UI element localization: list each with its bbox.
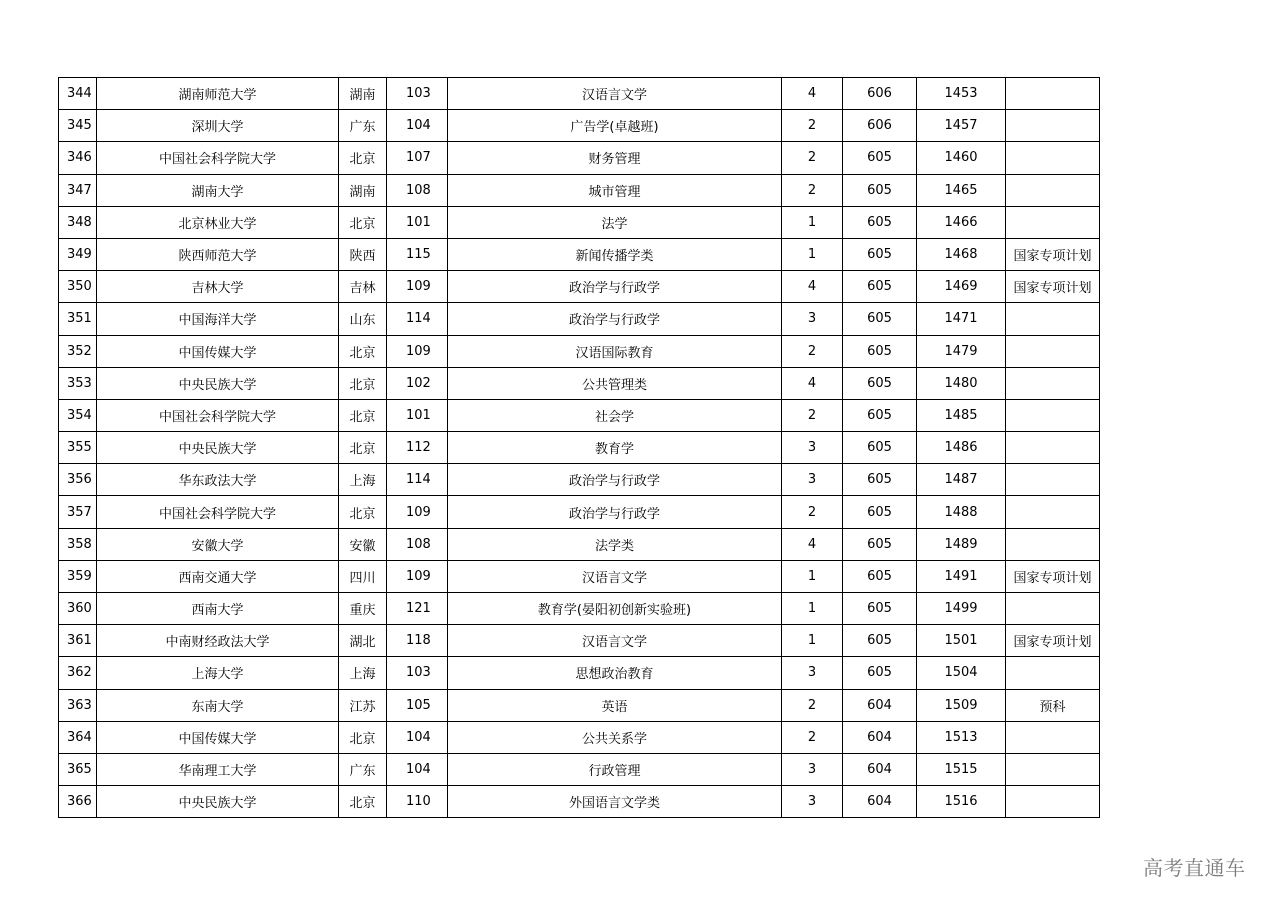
- score-cell: 604: [843, 786, 917, 818]
- score-cell: 605: [843, 271, 917, 303]
- note-cell: [1006, 335, 1100, 367]
- plan-count-cell: 2: [782, 496, 843, 528]
- province-cell: 北京: [339, 399, 387, 431]
- university-cell: 中国社会科学院大学: [97, 496, 339, 528]
- province-cell: 湖南: [339, 174, 387, 206]
- table-row: [59, 528, 1100, 560]
- seq-cell: 362: [59, 657, 97, 689]
- plan-count-cell: 2: [782, 110, 843, 142]
- plan-count-cell: 1: [782, 593, 843, 625]
- table-row: [59, 78, 1100, 110]
- university-cell: 陕西师范大学: [97, 238, 339, 270]
- university-cell: 华南理工大学: [97, 753, 339, 785]
- table-row: [59, 432, 1100, 464]
- province-cell: 江苏: [339, 689, 387, 721]
- major-cell: 汉语言文学: [448, 78, 782, 110]
- rank-cell: 1471: [917, 303, 1006, 335]
- score-cell: 605: [843, 367, 917, 399]
- note-cell: [1006, 303, 1100, 335]
- code-cell: 114: [387, 464, 448, 496]
- seq-cell: 352: [59, 335, 97, 367]
- code-cell: 104: [387, 753, 448, 785]
- seq-cell: 351: [59, 303, 97, 335]
- note-cell: [1006, 496, 1100, 528]
- code-cell: 101: [387, 206, 448, 238]
- major-cell: 政治学与行政学: [448, 496, 782, 528]
- rank-cell: 1453: [917, 78, 1006, 110]
- score-cell: 605: [843, 142, 917, 174]
- seq-cell: 366: [59, 786, 97, 818]
- code-cell: 104: [387, 721, 448, 753]
- table-row: [59, 367, 1100, 399]
- score-cell: 605: [843, 399, 917, 431]
- province-cell: 安徽: [339, 528, 387, 560]
- province-cell: 北京: [339, 206, 387, 238]
- plan-count-cell: 4: [782, 367, 843, 399]
- table-row: [59, 689, 1100, 721]
- note-cell: [1006, 78, 1100, 110]
- rank-cell: 1460: [917, 142, 1006, 174]
- table-row: [59, 399, 1100, 431]
- plan-count-cell: 3: [782, 303, 843, 335]
- note-cell: 国家专项计划: [1006, 271, 1100, 303]
- university-cell: 中国社会科学院大学: [97, 142, 339, 174]
- code-cell: 101: [387, 399, 448, 431]
- code-cell: 118: [387, 625, 448, 657]
- province-cell: 广东: [339, 753, 387, 785]
- table-row: [59, 593, 1100, 625]
- rank-cell: 1480: [917, 367, 1006, 399]
- note-cell: [1006, 528, 1100, 560]
- seq-cell: 344: [59, 78, 97, 110]
- major-cell: 英语: [448, 689, 782, 721]
- plan-count-cell: 3: [782, 657, 843, 689]
- province-cell: 山东: [339, 303, 387, 335]
- plan-count-cell: 2: [782, 174, 843, 206]
- note-cell: [1006, 657, 1100, 689]
- plan-count-cell: 3: [782, 753, 843, 785]
- seq-cell: 359: [59, 560, 97, 592]
- score-cell: 605: [843, 174, 917, 206]
- major-cell: 外国语言文学类: [448, 786, 782, 818]
- major-cell: 政治学与行政学: [448, 464, 782, 496]
- province-cell: 北京: [339, 786, 387, 818]
- rank-cell: 1457: [917, 110, 1006, 142]
- plan-count-cell: 4: [782, 78, 843, 110]
- seq-cell: 356: [59, 464, 97, 496]
- province-cell: 北京: [339, 432, 387, 464]
- note-cell: 国家专项计划: [1006, 238, 1100, 270]
- university-cell: 华东政法大学: [97, 464, 339, 496]
- score-cell: 605: [843, 432, 917, 464]
- admission-table: [58, 77, 1100, 818]
- rank-cell: 1489: [917, 528, 1006, 560]
- major-cell: 思想政治教育: [448, 657, 782, 689]
- rank-cell: 1486: [917, 432, 1006, 464]
- code-cell: 121: [387, 593, 448, 625]
- code-cell: 102: [387, 367, 448, 399]
- major-cell: 城市管理: [448, 174, 782, 206]
- code-cell: 115: [387, 238, 448, 270]
- university-cell: 东南大学: [97, 689, 339, 721]
- plan-count-cell: 1: [782, 625, 843, 657]
- code-cell: 112: [387, 432, 448, 464]
- table-row: [59, 142, 1100, 174]
- code-cell: 114: [387, 303, 448, 335]
- score-cell: 605: [843, 303, 917, 335]
- note-cell: [1006, 464, 1100, 496]
- province-cell: 上海: [339, 464, 387, 496]
- university-cell: 中央民族大学: [97, 432, 339, 464]
- rank-cell: 1501: [917, 625, 1006, 657]
- major-cell: 社会学: [448, 399, 782, 431]
- rank-cell: 1469: [917, 271, 1006, 303]
- province-cell: 上海: [339, 657, 387, 689]
- major-cell: 汉语言文学: [448, 560, 782, 592]
- seq-cell: 358: [59, 528, 97, 560]
- note-cell: [1006, 753, 1100, 785]
- rank-cell: 1487: [917, 464, 1006, 496]
- table-row: [59, 174, 1100, 206]
- table-row: [59, 238, 1100, 270]
- code-cell: 105: [387, 689, 448, 721]
- major-cell: 公共关系学: [448, 721, 782, 753]
- code-cell: 104: [387, 110, 448, 142]
- university-cell: 安徽大学: [97, 528, 339, 560]
- major-cell: 政治学与行政学: [448, 271, 782, 303]
- plan-count-cell: 2: [782, 721, 843, 753]
- seq-cell: 361: [59, 625, 97, 657]
- plan-count-cell: 3: [782, 786, 843, 818]
- score-cell: 605: [843, 593, 917, 625]
- seq-cell: 357: [59, 496, 97, 528]
- seq-cell: 364: [59, 721, 97, 753]
- table-row: [59, 721, 1100, 753]
- rank-cell: 1468: [917, 238, 1006, 270]
- university-cell: 中国传媒大学: [97, 335, 339, 367]
- seq-cell: 353: [59, 367, 97, 399]
- seq-cell: 345: [59, 110, 97, 142]
- note-cell: 预科: [1006, 689, 1100, 721]
- university-cell: 中央民族大学: [97, 786, 339, 818]
- major-cell: 政治学与行政学: [448, 303, 782, 335]
- major-cell: 汉语言文学: [448, 625, 782, 657]
- rank-cell: 1466: [917, 206, 1006, 238]
- university-cell: 中南财经政法大学: [97, 625, 339, 657]
- plan-count-cell: 1: [782, 560, 843, 592]
- note-cell: 国家专项计划: [1006, 625, 1100, 657]
- province-cell: 北京: [339, 496, 387, 528]
- score-cell: 606: [843, 78, 917, 110]
- seq-cell: 363: [59, 689, 97, 721]
- major-cell: 公共管理类: [448, 367, 782, 399]
- major-cell: 行政管理: [448, 753, 782, 785]
- province-cell: 湖南: [339, 78, 387, 110]
- seq-cell: 354: [59, 399, 97, 431]
- province-cell: 北京: [339, 335, 387, 367]
- province-cell: 重庆: [339, 593, 387, 625]
- note-cell: [1006, 786, 1100, 818]
- table-row: [59, 496, 1100, 528]
- table-row: [59, 206, 1100, 238]
- note-cell: [1006, 593, 1100, 625]
- university-cell: 深圳大学: [97, 110, 339, 142]
- table-body: [59, 78, 1100, 818]
- code-cell: 108: [387, 174, 448, 206]
- table-row: [59, 271, 1100, 303]
- rank-cell: 1479: [917, 335, 1006, 367]
- university-cell: 中国传媒大学: [97, 721, 339, 753]
- table-row: [59, 753, 1100, 785]
- seq-cell: 348: [59, 206, 97, 238]
- plan-count-cell: 2: [782, 399, 843, 431]
- note-cell: [1006, 721, 1100, 753]
- plan-count-cell: 2: [782, 689, 843, 721]
- score-cell: 604: [843, 689, 917, 721]
- university-cell: 湖南大学: [97, 174, 339, 206]
- code-cell: 108: [387, 528, 448, 560]
- university-cell: 吉林大学: [97, 271, 339, 303]
- code-cell: 110: [387, 786, 448, 818]
- score-cell: 605: [843, 657, 917, 689]
- province-cell: 北京: [339, 721, 387, 753]
- province-cell: 湖北: [339, 625, 387, 657]
- code-cell: 107: [387, 142, 448, 174]
- university-cell: 上海大学: [97, 657, 339, 689]
- seq-cell: 365: [59, 753, 97, 785]
- rank-cell: 1491: [917, 560, 1006, 592]
- note-cell: [1006, 432, 1100, 464]
- rank-cell: 1499: [917, 593, 1006, 625]
- rank-cell: 1488: [917, 496, 1006, 528]
- rank-cell: 1504: [917, 657, 1006, 689]
- table-row: [59, 464, 1100, 496]
- score-cell: 605: [843, 335, 917, 367]
- score-cell: 604: [843, 721, 917, 753]
- plan-count-cell: 4: [782, 528, 843, 560]
- university-cell: 中央民族大学: [97, 367, 339, 399]
- table-row: [59, 560, 1100, 592]
- note-cell: [1006, 367, 1100, 399]
- score-cell: 605: [843, 560, 917, 592]
- seq-cell: 350: [59, 271, 97, 303]
- plan-count-cell: 1: [782, 238, 843, 270]
- university-cell: 中国社会科学院大学: [97, 399, 339, 431]
- table-row: [59, 303, 1100, 335]
- major-cell: 法学类: [448, 528, 782, 560]
- rank-cell: 1465: [917, 174, 1006, 206]
- score-cell: 605: [843, 238, 917, 270]
- score-cell: 604: [843, 753, 917, 785]
- score-cell: 605: [843, 625, 917, 657]
- table-row: [59, 786, 1100, 818]
- plan-count-cell: 3: [782, 432, 843, 464]
- score-cell: 606: [843, 110, 917, 142]
- table-row: [59, 335, 1100, 367]
- code-cell: 109: [387, 496, 448, 528]
- province-cell: 北京: [339, 142, 387, 174]
- table-row: [59, 110, 1100, 142]
- rank-cell: 1513: [917, 721, 1006, 753]
- rank-cell: 1515: [917, 753, 1006, 785]
- note-cell: [1006, 399, 1100, 431]
- plan-count-cell: 2: [782, 335, 843, 367]
- note-cell: [1006, 110, 1100, 142]
- major-cell: 法学: [448, 206, 782, 238]
- seq-cell: 347: [59, 174, 97, 206]
- note-cell: 国家专项计划: [1006, 560, 1100, 592]
- major-cell: 教育学: [448, 432, 782, 464]
- major-cell: 广告学(卓越班): [448, 110, 782, 142]
- rank-cell: 1485: [917, 399, 1006, 431]
- plan-count-cell: 2: [782, 142, 843, 174]
- plan-count-cell: 4: [782, 271, 843, 303]
- note-cell: [1006, 174, 1100, 206]
- province-cell: 四川: [339, 560, 387, 592]
- major-cell: 汉语国际教育: [448, 335, 782, 367]
- watermark-text: 高考直通车: [1143, 856, 1246, 880]
- university-cell: 中国海洋大学: [97, 303, 339, 335]
- code-cell: 103: [387, 78, 448, 110]
- code-cell: 103: [387, 657, 448, 689]
- code-cell: 109: [387, 560, 448, 592]
- major-cell: 财务管理: [448, 142, 782, 174]
- university-cell: 西南交通大学: [97, 560, 339, 592]
- seq-cell: 360: [59, 593, 97, 625]
- plan-count-cell: 3: [782, 464, 843, 496]
- major-cell: 教育学(晏阳初创新实验班): [448, 593, 782, 625]
- rank-cell: 1516: [917, 786, 1006, 818]
- score-cell: 605: [843, 206, 917, 238]
- code-cell: 109: [387, 271, 448, 303]
- score-cell: 605: [843, 528, 917, 560]
- note-cell: [1006, 142, 1100, 174]
- seq-cell: 346: [59, 142, 97, 174]
- university-cell: 北京林业大学: [97, 206, 339, 238]
- seq-cell: 349: [59, 238, 97, 270]
- major-cell: 新闻传播学类: [448, 238, 782, 270]
- code-cell: 109: [387, 335, 448, 367]
- province-cell: 陕西: [339, 238, 387, 270]
- plan-count-cell: 1: [782, 206, 843, 238]
- table-row: [59, 625, 1100, 657]
- rank-cell: 1509: [917, 689, 1006, 721]
- university-cell: 湖南师范大学: [97, 78, 339, 110]
- score-cell: 605: [843, 496, 917, 528]
- note-cell: [1006, 206, 1100, 238]
- score-cell: 605: [843, 464, 917, 496]
- seq-cell: 355: [59, 432, 97, 464]
- province-cell: 吉林: [339, 271, 387, 303]
- province-cell: 广东: [339, 110, 387, 142]
- university-cell: 西南大学: [97, 593, 339, 625]
- table-row: [59, 657, 1100, 689]
- province-cell: 北京: [339, 367, 387, 399]
